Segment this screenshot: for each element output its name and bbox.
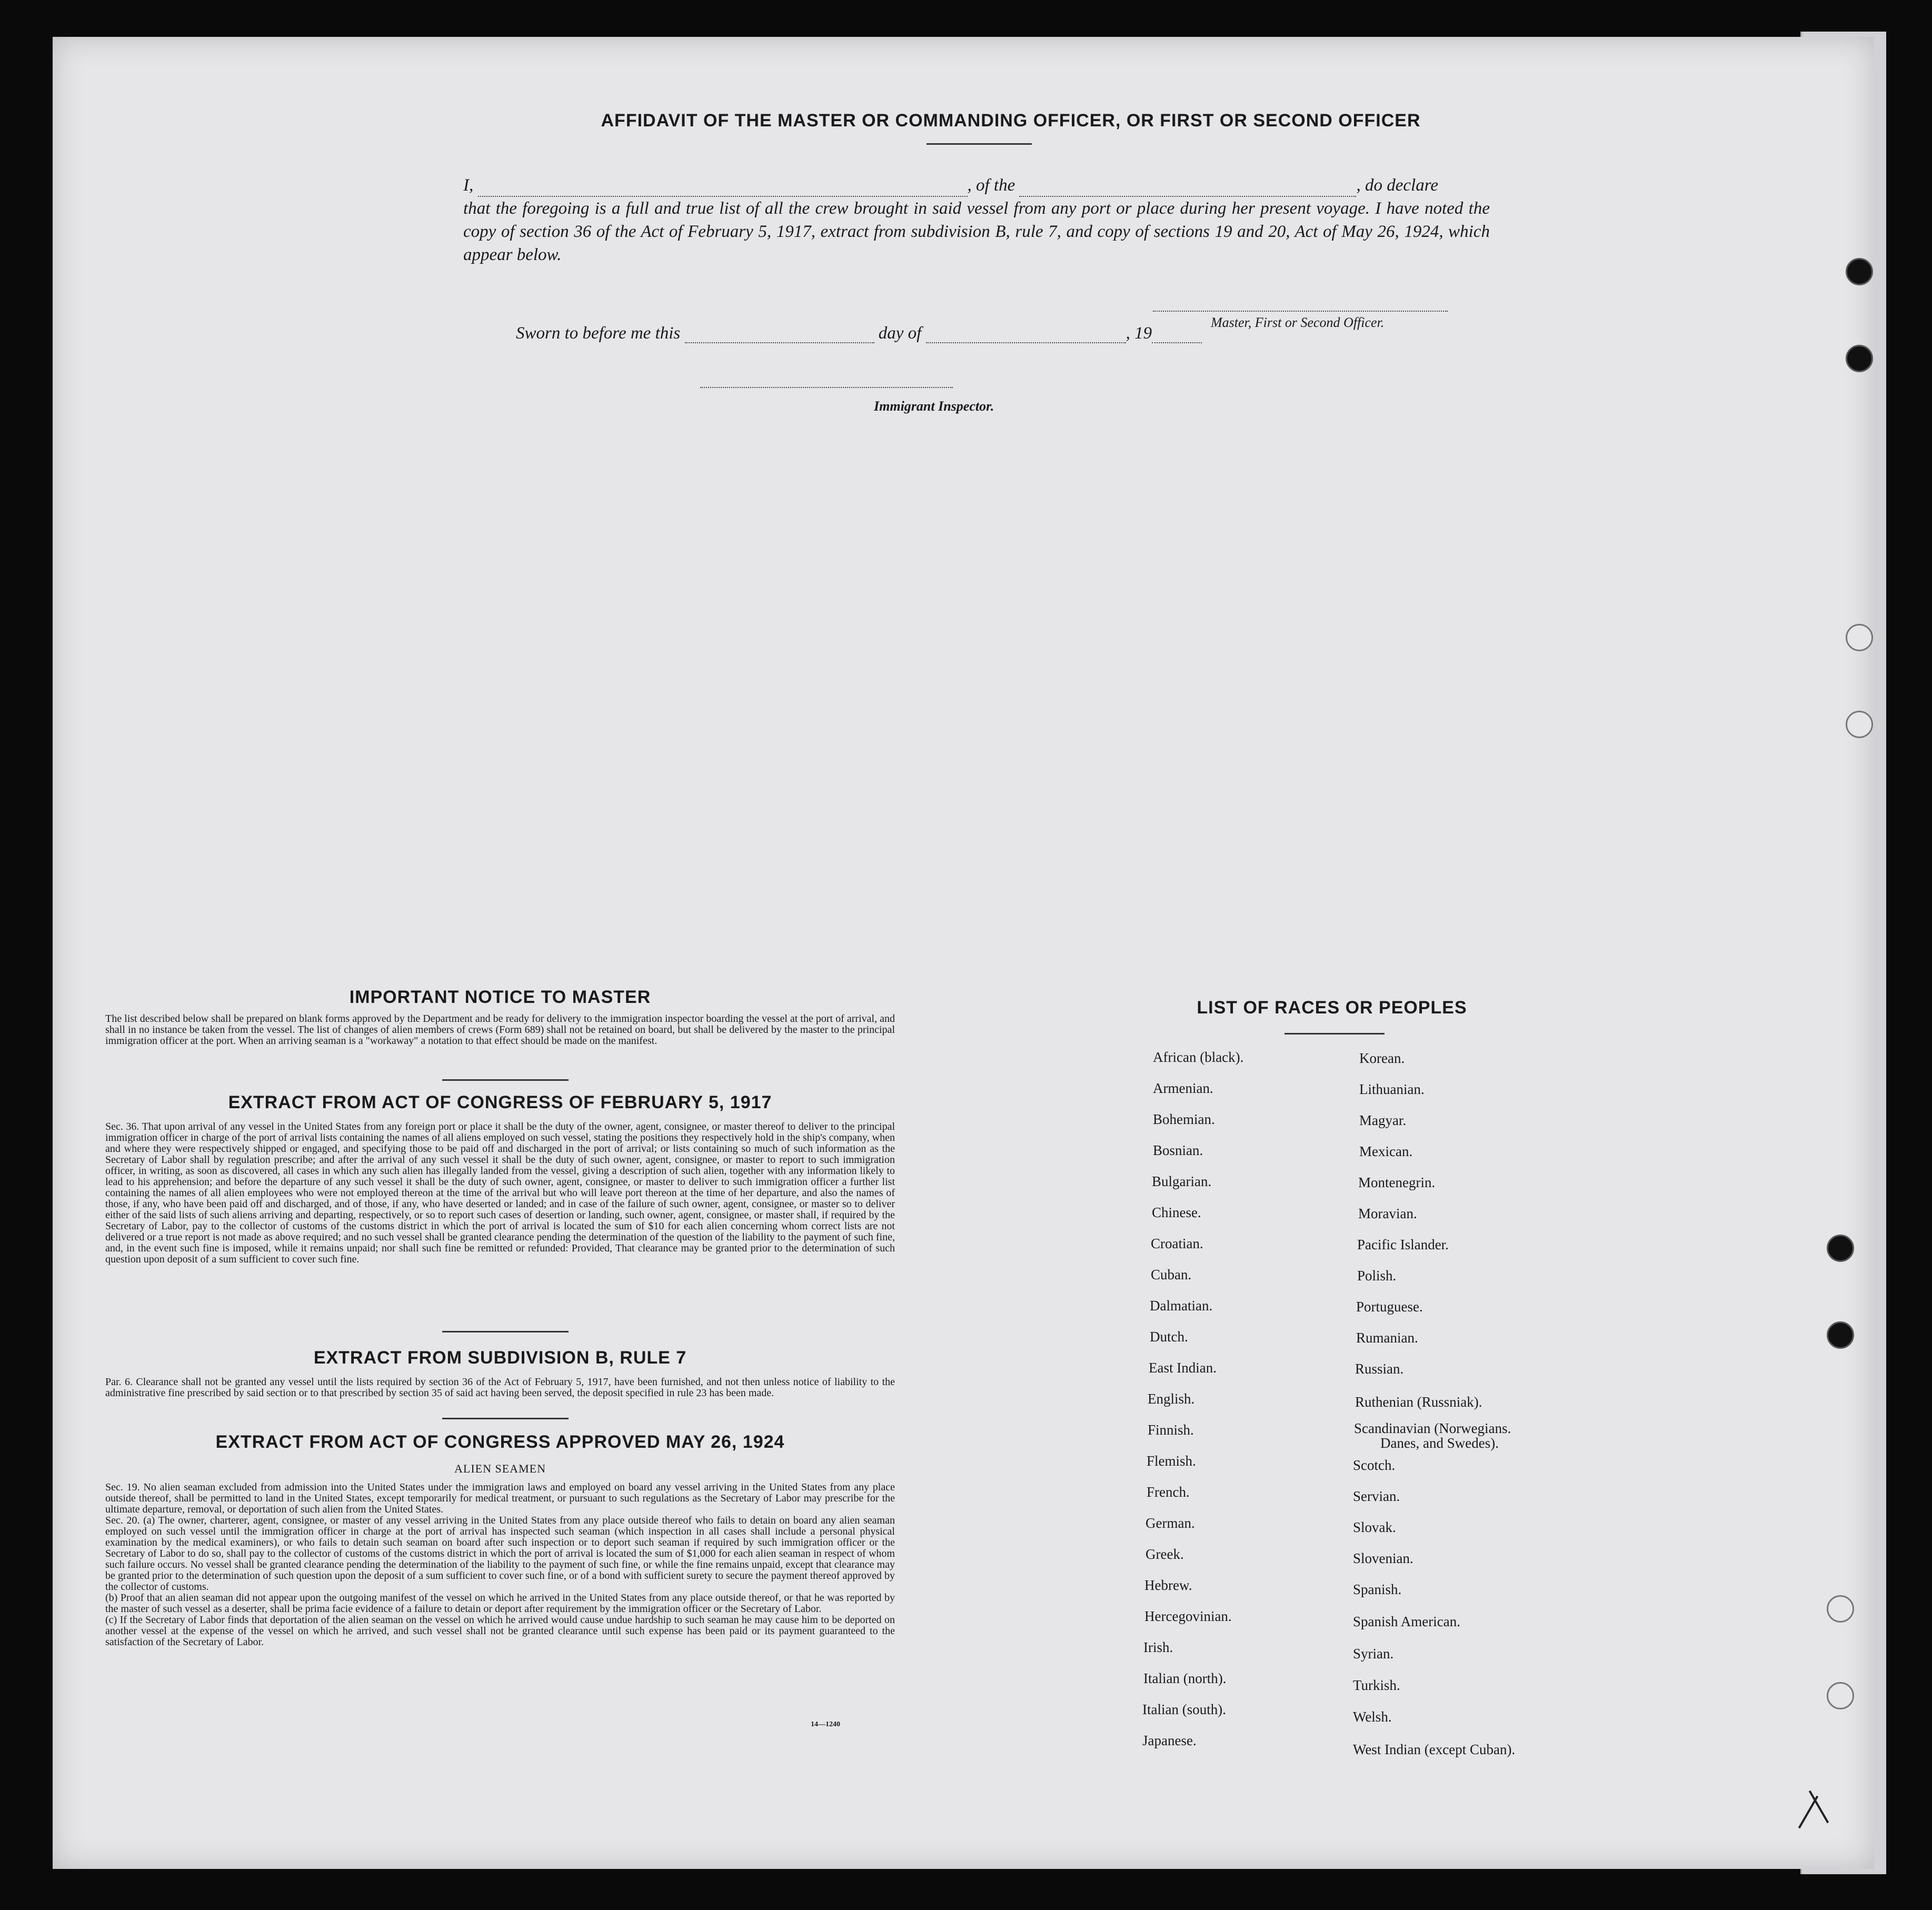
punch-hole [1846,258,1873,285]
race-item: Finnish. [1148,1422,1194,1438]
race-item: Chinese. [1152,1205,1201,1220]
race-item: Japanese. [1142,1733,1197,1748]
sworn-label: Sworn to before me this [516,324,681,343]
race-item: Portuguese. [1356,1299,1423,1315]
divider [442,1331,569,1332]
race-item: Bohemian. [1153,1111,1215,1127]
race-item: Russian. [1355,1361,1404,1377]
divider [927,143,1032,145]
race-item: Servian. [1353,1488,1400,1504]
race-item: Spanish American. [1353,1614,1460,1629]
alien-seamen-subtitle: ALIEN SEAMEN [454,1462,546,1475]
inspector-signature-line[interactable] [700,387,953,388]
race-item: Lithuanian. [1359,1081,1425,1097]
sec19-text: Sec. 19. No alien seaman excluded from admission into the United States under the immigration laws and employed on board any vessel arriving in the United States from any place outside thereof, shall be permitted to land in the United States, except temporarily for medical treatment, or pursuant to such regulations as the Secretary of Labor may prescribe for the ultimate departure, removal, or deportation of such alien from the United States. [105,1481,895,1515]
race-item: Magyar. [1359,1112,1407,1128]
race-item: Syrian. [1353,1646,1394,1662]
punch-hole [1846,624,1873,651]
race-item: Armenian. [1153,1080,1213,1096]
extract-1924-title: EXTRACT FROM ACT OF CONGRESS APPROVED MAY 26, 1924 [215,1432,785,1452]
punch-hole [1827,1682,1854,1709]
race-item: Korean. [1359,1050,1405,1066]
race-item: Turkish. [1353,1677,1400,1693]
race-item: African (black). [1153,1049,1244,1065]
race-item: Scandinavian (Norwegians. [1354,1420,1511,1436]
divider [442,1418,569,1419]
affidavit-do-declare: , do declare [1356,176,1438,195]
name-blank[interactable] [478,181,968,197]
punch-hole [1827,1321,1854,1349]
race-item: Rumanian. [1356,1330,1418,1346]
divider [1284,1033,1385,1034]
races-title: LIST OF RACES OR PEOPLES [1197,998,1467,1018]
inspector-caption: Immigrant Inspector. [874,399,994,414]
punch-hole [1827,1595,1854,1623]
affidavit-statement: that the foregoing is a full and true list of all the crew brought in said vessel from any port or place during her present voyage. I have noted the copy of section 36 of the Act of February 5, 1917, extract from subdivision B, rule 7, and copy of sections 19 and 20, Act of May 26, 1924, which appear below. [463,199,1490,264]
master-caption: Master, First or Second Officer. [1211,315,1385,330]
rule7-text: Par. 6. Clearance shall not be granted any vessel until the lists required by section 36 of the Act of February 5, 1917, have been furnished, and not then unless notice of liability to the administrative fine prescribed by said section or to that prescribed by section 35 of said act having been served, the deposit specified in rule 23 has been made. [105,1376,895,1399]
extract-1917-title: EXTRACT FROM ACT OF CONGRESS OF FEBRUARY 5, 1917 [228,1092,772,1112]
year-label: , 19 [1126,324,1152,343]
sec20a-text: Sec. 20. (a) The owner, charterer, agent, consignee, or master of any vessel arriving in the United States from any place outside thereof who fails to detain on board any alien seaman employed on such vessel until the immigration officer in charge at the port of arrival has inspected such seaman (which inspection in all cases shall include a personal physical examination by the medical examiners), or who fails to detain such seaman on board after such inspection or to deport such seaman if required by such immigration officer or the Secretary of Labor to do so, shall pay to the collector of customs of the customs district in which the port of arrival is located the sum of $1,000 for each alien seaman in respect of whom such failure occurs. No vessel shall be granted clearance pending the determination of the liability to the payment of such fine, or while the fine remains unpaid, except that clearance may be granted prior to the determination of such question upon the deposit of a sum sufficient to cover such fine, or of a bond with sufficient surety to secure the payment thereof approved by the collector of customs. [105,1515,895,1593]
sworn-line [516,324,1202,343]
rule7-title: EXTRACT FROM SUBDIVISION B, RULE 7 [313,1348,687,1368]
punch-hole [1827,1235,1854,1262]
race-item: Dutch. [1150,1329,1188,1345]
vessel-blank[interactable] [1019,181,1356,197]
race-item: English. [1148,1391,1195,1407]
race-item: Bulgarian. [1152,1173,1212,1189]
race-item: Bosnian. [1153,1142,1203,1158]
day-of-label: day of [878,324,922,343]
race-item: Montenegrin. [1358,1175,1436,1190]
race-item: Spanish. [1353,1581,1402,1597]
affidavit-i: I, [463,176,474,195]
race-item: Danes, and Swedes). [1380,1435,1499,1451]
affidavit-first-line [463,174,1490,197]
race-item: Irish. [1143,1639,1173,1655]
sworn-day-blank[interactable] [685,327,874,343]
race-item: Mexican. [1359,1143,1413,1159]
affidavit-title: AFFIDAVIT OF THE MASTER OR COMMANDING OFFICER, OR FIRST OR SECOND OFFICER [601,111,1421,131]
extract-1917-text: Sec. 36. That upon arrival of any vessel in the United States from any foreign port or place it shall be the duty of the owner, agent, consignee, or master thereof to deliver to the principal immigration officer in charge of the port of arrival lists containing the names of all aliens employed on such vessel, stating the positions they respectively hold in the ship's company, when and where they were respectively shipped or engaged, and specifying those to be paid off and discharged in the port of arrival; or lists containing so much of such information as the Secretary of Labor shall by regulation prescribe; and after the arrival of any such vessel it shall be the duty of such owner, agent, consignee, or master to report to such immigration officer, in writing, as soon as discovered, all cases in which any such alien has illegally landed from the vessel, giving a description of such alien, together with any information likely to lead to his apprehension; and before the departure of any such vessel it shall be the duty of such owner, agent, consignee, or master to deliver to such immigration officer a further list containing the names of all alien employees who were not employed thereon at the time of the arrival but who will leave port thereon at the time of her departure, and also the names of those, if any, who have been paid off and discharged, and of those, if any, who have deserted or landed; and in case of the failure of such owner, agent, consignee, or master so to deliver either of the said lists of such aliens arriving and departing, respectively, or so to report such cases of desertion or landing, such owner, agent, consignee, or master shall, if required by the Secretary of Labor, pay to the collector of customs of the customs district in which the port of arrival is located the sum of $10 for each alien concerning whom correct lists are not delivered or a true report is not made as above required; and no such vessel shall be granted clearance pending the determination of the question of the liability to the payment of such fine, and, in the event such fine is imposed, while it remains unpaid; nor shall such fine be remitted or refunded: Provided, That clearance may be granted prior to the determination of such question upon deposit of a sum sufficient to cover such fine. [105,1121,895,1265]
race-item: Welsh. [1353,1709,1392,1725]
extract-1924-text [105,1482,895,1648]
race-item: Flemish. [1147,1453,1196,1469]
race-item: West Indian (except Cuban). [1353,1742,1516,1757]
race-item: Italian (south). [1142,1702,1226,1717]
sworn-month-blank[interactable] [926,327,1126,343]
punch-hole [1846,711,1873,738]
punch-hole [1846,345,1873,372]
notice-text: The list described below shall be prepared on blank forms approved by the Department and be ready for delivery to the immigration inspector boarding the vessel at the port of arrival, and shall in no instance be taken from the vessel. The list of changes of alien members of crews (Form 689) shall not be retained on board, but shall be delivered by the master to the principal immigration officer at the port. When an arriving seaman is a "workaway" a notation to that effect should be made on the manifest. [105,1013,895,1047]
sec20c-text: (c) If the Secretary of Labor finds that deportation of the alien seaman on the vessel on which he arrived would cause undue hardship to such seaman he may cause him to be deported on another vessel at the expense of the vessel on which he arrived, and such vessel shall not be granted clearance until such expense has been paid or its payment guaranteed to the satisfaction of the Secretary of Labor. [105,1614,895,1648]
race-item: East Indian. [1149,1360,1217,1376]
race-item: Cuban. [1151,1267,1192,1282]
race-item: German. [1146,1515,1195,1531]
race-item: Hebrew. [1144,1577,1192,1593]
race-item: Scotch. [1353,1457,1396,1473]
affidavit-of-the: , of the [967,176,1015,195]
race-item: Italian (north). [1143,1670,1227,1686]
race-item: Greek. [1146,1546,1184,1562]
race-item: Hercegovinian. [1144,1608,1232,1624]
race-item: Moravian. [1358,1206,1417,1221]
race-item: Slovenian. [1353,1550,1413,1566]
race-item: Ruthenian (Russniak). [1355,1394,1482,1410]
year-blank[interactable] [1152,327,1202,343]
race-item: Croatian. [1151,1236,1203,1251]
race-item: Pacific Islander. [1357,1237,1449,1252]
race-item: Dalmatian. [1150,1298,1213,1314]
sec20b-text: (b) Proof that an alien seaman did not appear upon the outgoing manifest of the vessel on which he arrived in the United States from any place outside thereof, or that he was reported by the master of such vessel as a deserter, shall be prima facie evidence of a failure to detain or deport after requirement by the immigration officer or the Secretary of Labor. [105,1592,895,1615]
divider [442,1079,569,1081]
form-number: 14—1240 [811,1720,840,1728]
race-item: French. [1147,1484,1190,1500]
race-item: Slovak. [1353,1519,1396,1535]
notice-title: IMPORTANT NOTICE TO MASTER [349,987,651,1007]
affidavit-body [463,174,1490,266]
master-signature-line[interactable] [1153,311,1448,312]
race-item: Polish. [1357,1268,1397,1284]
